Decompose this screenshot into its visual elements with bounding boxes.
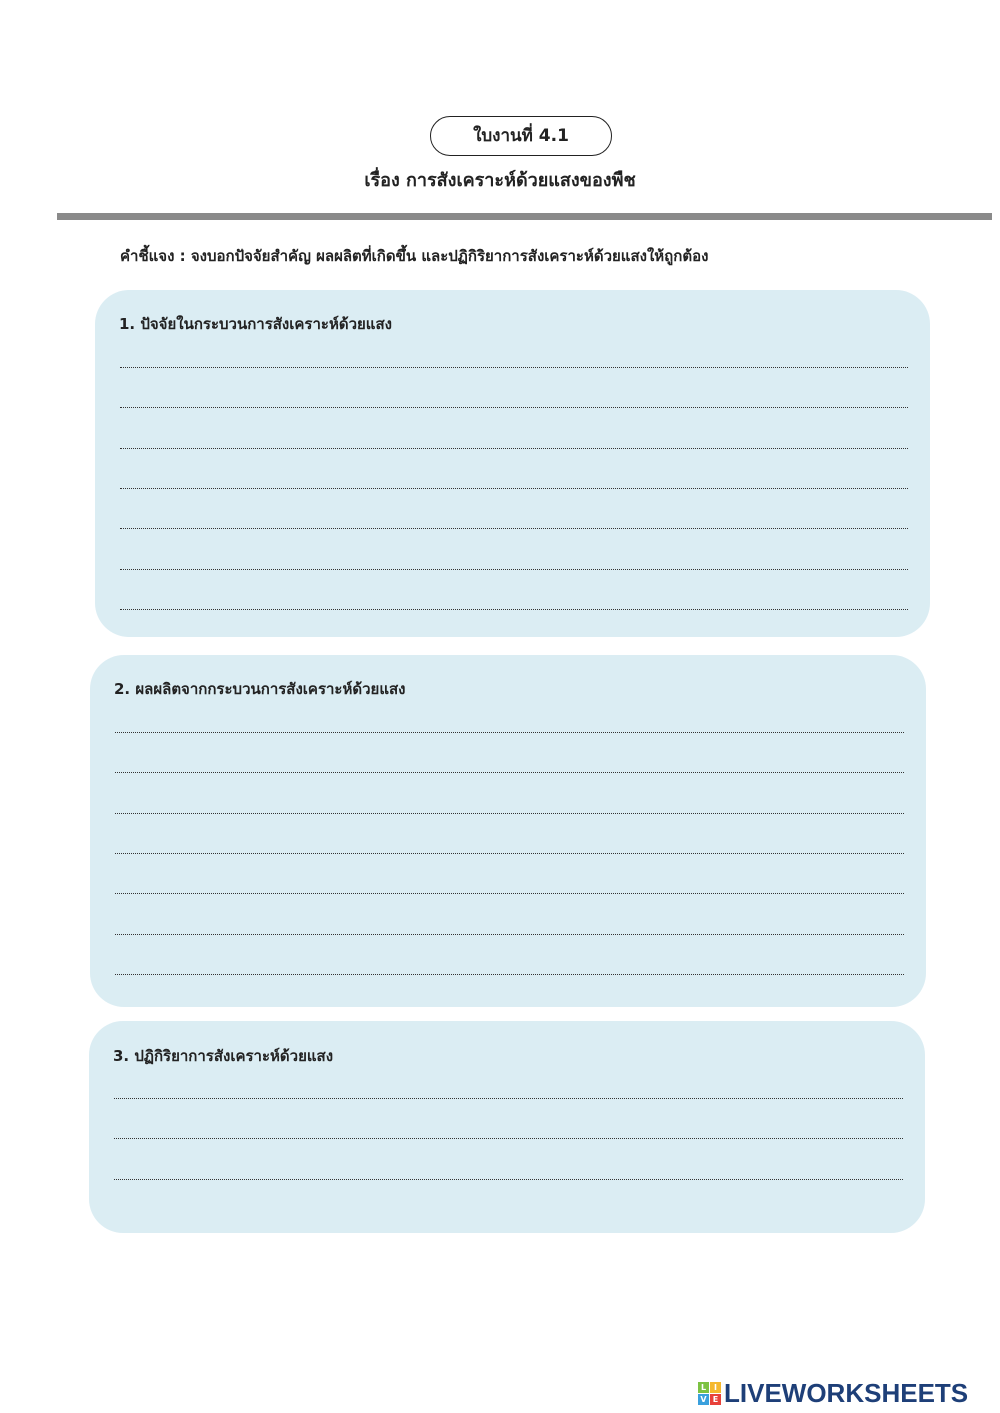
answer-line[interactable]	[120, 488, 908, 489]
section-1-box	[95, 290, 930, 637]
logo-text: LIVEWORKSHEETS	[724, 1378, 969, 1408]
section-title: 3. ปฏิกิริยาการสังเคราะห์ด้วยแสง	[113, 1047, 334, 1065]
worksheet-subject: เรื่อง การสังเคราะห์ด้วยแสงของพืช	[364, 170, 636, 191]
answer-line[interactable]	[115, 813, 904, 814]
instructions: คำชี้แจง : จงบอกปัจจัยสำคัญ ผลผลิตที่เกิดขึ้น และปฏิกิริยาการสังเคราะห์ด้วยแสงให้ถูกต้อง	[120, 247, 709, 265]
section-3-box	[89, 1021, 925, 1233]
worksheet-label: ใบงานที่ 4.1	[430, 116, 612, 156]
answer-line[interactable]	[114, 1138, 903, 1139]
answer-line[interactable]	[115, 974, 904, 975]
answer-line[interactable]	[120, 609, 908, 610]
answer-line[interactable]	[120, 448, 908, 449]
answer-line[interactable]	[115, 772, 904, 773]
answer-line[interactable]	[120, 528, 908, 529]
liveworksheets-logo	[698, 1378, 968, 1409]
answer-line[interactable]	[120, 407, 908, 408]
answer-line[interactable]	[115, 934, 904, 935]
answer-line[interactable]	[120, 367, 908, 368]
answer-line[interactable]	[114, 1179, 903, 1180]
divider	[57, 213, 992, 220]
answer-line[interactable]	[120, 569, 908, 570]
answer-line[interactable]	[114, 1098, 903, 1099]
answer-line[interactable]	[115, 893, 904, 894]
section-title: 1. ปัจจัยในกระบวนการสังเคราะห์ด้วยแสง	[119, 315, 392, 333]
answer-line[interactable]	[115, 732, 904, 733]
answer-line[interactable]	[115, 853, 904, 854]
section-title: 2. ผลผลิตจากกระบวนการสังเคราะห์ด้วยแสง	[114, 680, 406, 698]
section-2-box	[90, 655, 926, 1007]
logo-icon: L I V E	[698, 1382, 721, 1405]
